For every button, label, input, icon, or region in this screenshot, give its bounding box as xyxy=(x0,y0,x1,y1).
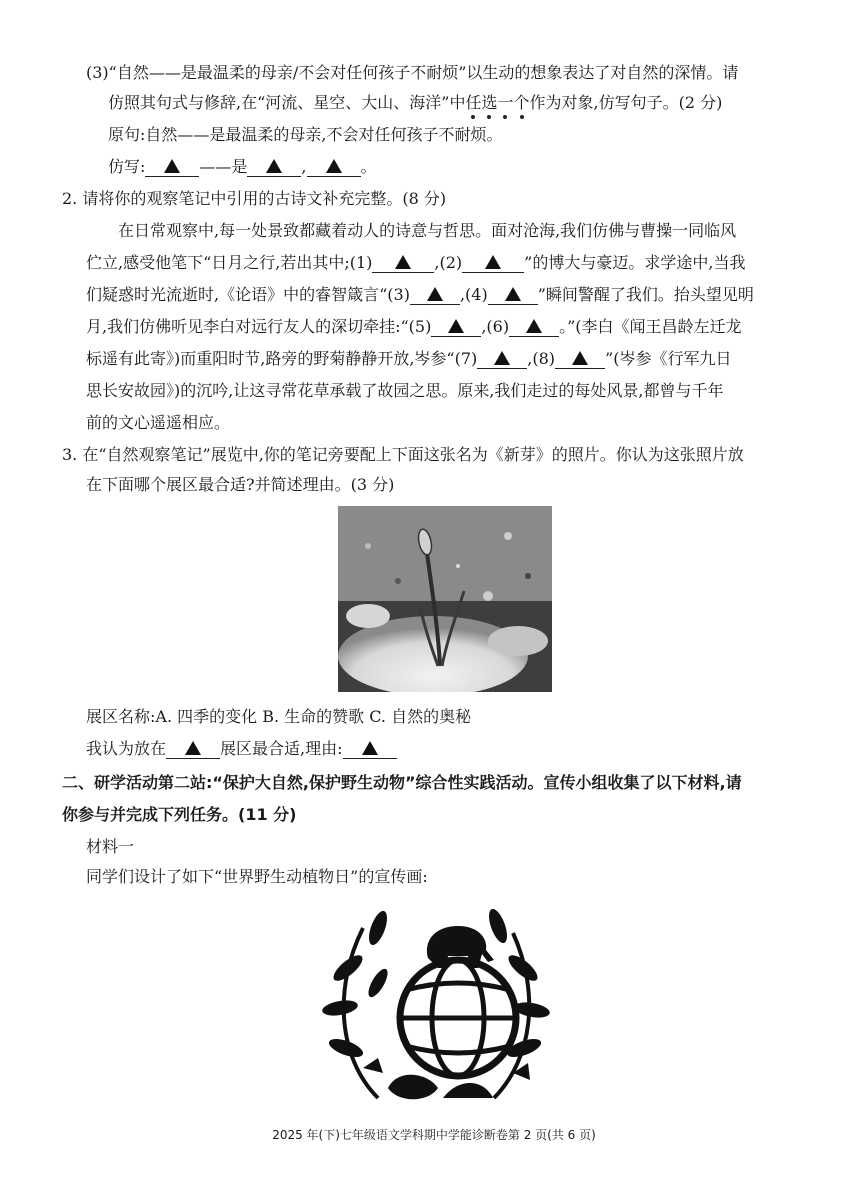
question-1-3-line2 xyxy=(108,92,722,114)
triangle-icon xyxy=(448,319,464,333)
answer-blank[interactable] xyxy=(477,348,527,369)
paragraph-line xyxy=(86,348,731,370)
text-segment: ,(4) xyxy=(459,285,488,304)
text-segment: 伫立,感受他笔下“日月之行,若出其中;(1) xyxy=(86,253,373,272)
emphasis-char: 任 xyxy=(465,93,482,112)
imitation-sep: ——是 xyxy=(199,157,248,176)
answer-blank[interactable] xyxy=(372,252,434,273)
text-segment: ”(岑参《行军九日 xyxy=(605,349,732,368)
triangle-icon xyxy=(485,255,501,269)
triangle-icon xyxy=(526,319,542,333)
triangle-icon xyxy=(326,159,342,173)
paragraph-line xyxy=(86,252,745,274)
triangle-icon xyxy=(494,351,510,365)
text-segment: ,(2) xyxy=(434,253,463,272)
answer-blank[interactable] xyxy=(343,738,397,759)
imitation-end: 。 xyxy=(360,157,377,176)
section-2-heading-cont: 你参与并完成下列任务。(11 分) xyxy=(62,805,297,824)
question-2-title: 2. 请将你的观察笔记中引用的古诗文补充完整。(8 分) xyxy=(62,189,447,208)
question-1-3-line1: (3)“自然——是最温柔的母亲/不会对任何孩子不耐烦”以生动的想象表达了对自然的深情。请 xyxy=(86,63,739,82)
paragraph-line: 前的文心遥遥相应。 xyxy=(86,413,231,432)
emphasis-char: 个 xyxy=(513,93,530,112)
original-sentence: 原句:自然——是最温柔的母亲,不会对任何孩子不耐烦。 xyxy=(108,125,503,144)
zone-names: 展区名称:A. 四季的变化 B. 生命的赞歌 C. 自然的奥秘 xyxy=(86,707,472,726)
answer-blank[interactable] xyxy=(488,284,538,305)
paragraph-line xyxy=(86,284,754,306)
text-segment: ”瞬间警醒了我们。抬头望见明 xyxy=(537,285,754,304)
triangle-icon xyxy=(266,159,282,173)
wildlife-day-poster xyxy=(318,898,554,1114)
text-segment: ,(6) xyxy=(481,317,510,336)
imitation-sep: , xyxy=(301,157,307,176)
triangle-icon xyxy=(164,159,180,173)
text-segment: ”的博大与豪迈。求学途中,当我 xyxy=(524,253,746,272)
answer-blank[interactable] xyxy=(555,348,605,369)
triangle-icon xyxy=(427,287,443,301)
sprout-photo xyxy=(338,506,552,692)
triangle-icon xyxy=(572,351,588,365)
question-3-line2: 在下面哪个展区最合适?并简述理由。(3 分) xyxy=(86,475,395,494)
text-segment: ,(8) xyxy=(527,349,556,368)
paragraph-line: 思长安故园》)的沉吟,让这寻常花草承载了故园之思。原来,我们走过的每处风景,都曾与千年 xyxy=(86,381,724,400)
question-1-3-line2-text-b: 作为对象,仿写句子。(2 分) xyxy=(529,93,723,112)
answer-line xyxy=(86,738,397,760)
imitation-line xyxy=(108,156,377,178)
question-1-3-line2-text-a: 仿照其句式与修辞,在“河流、星空、大山、海洋”中 xyxy=(108,93,466,112)
question-3-line1: 3. 在“自然观察笔记”展览中,你的笔记旁要配上下面这张名为《新芽》的照片。你认为这张照片放 xyxy=(62,445,744,464)
section-2-heading: 二、研学活动第二站:“保护大自然,保护野生动物”综合性实践活动。宣传小组收集了以下材料,请 xyxy=(62,773,742,792)
paragraph-line: 在日常观察中,每一处景致都藏着动人的诗意与哲思。面对沧海,我们仿佛与曹操一同临风 xyxy=(118,221,737,240)
answer-blank[interactable] xyxy=(166,738,220,759)
answer-blank[interactable] xyxy=(307,156,361,177)
text-segment: 我认为放在 xyxy=(86,739,167,758)
text-segment: 。”(李白《闻王昌龄左迁龙 xyxy=(559,317,742,336)
triangle-icon xyxy=(395,255,411,269)
paragraph-line xyxy=(86,316,742,338)
answer-blank[interactable] xyxy=(431,316,481,337)
text-segment: 标遥有此寄》)而重阳时节,路旁的野菊静静开放,岑参“(7) xyxy=(86,349,478,368)
emphasis-char: 一 xyxy=(497,93,514,112)
text-segment: 展区最合适,理由: xyxy=(220,739,343,758)
answer-blank[interactable] xyxy=(509,316,559,337)
material-text: 同学们设计了如下“世界野生动植物日”的宣传画: xyxy=(86,867,428,886)
page-footer: 2025 年(下)七年级语文学科期中学能诊断卷第 2 页(共 6 页) xyxy=(272,1128,596,1142)
answer-blank[interactable] xyxy=(410,284,460,305)
triangle-icon xyxy=(185,741,201,755)
text-segment: 们疑惑时光流逝时,《论语》中的睿智箴言“(3) xyxy=(86,285,410,304)
text-segment: 月,我们仿佛听见李白对远行友人的深切牵挂:“(5) xyxy=(86,317,432,336)
triangle-icon xyxy=(505,287,521,301)
triangle-icon xyxy=(362,741,378,755)
answer-blank[interactable] xyxy=(247,156,301,177)
answer-blank[interactable] xyxy=(462,252,524,273)
material-title: 材料一 xyxy=(86,837,135,856)
emphasis-char: 选 xyxy=(481,93,498,112)
answer-blank[interactable] xyxy=(145,156,199,177)
imitation-label: 仿写: xyxy=(108,157,146,176)
